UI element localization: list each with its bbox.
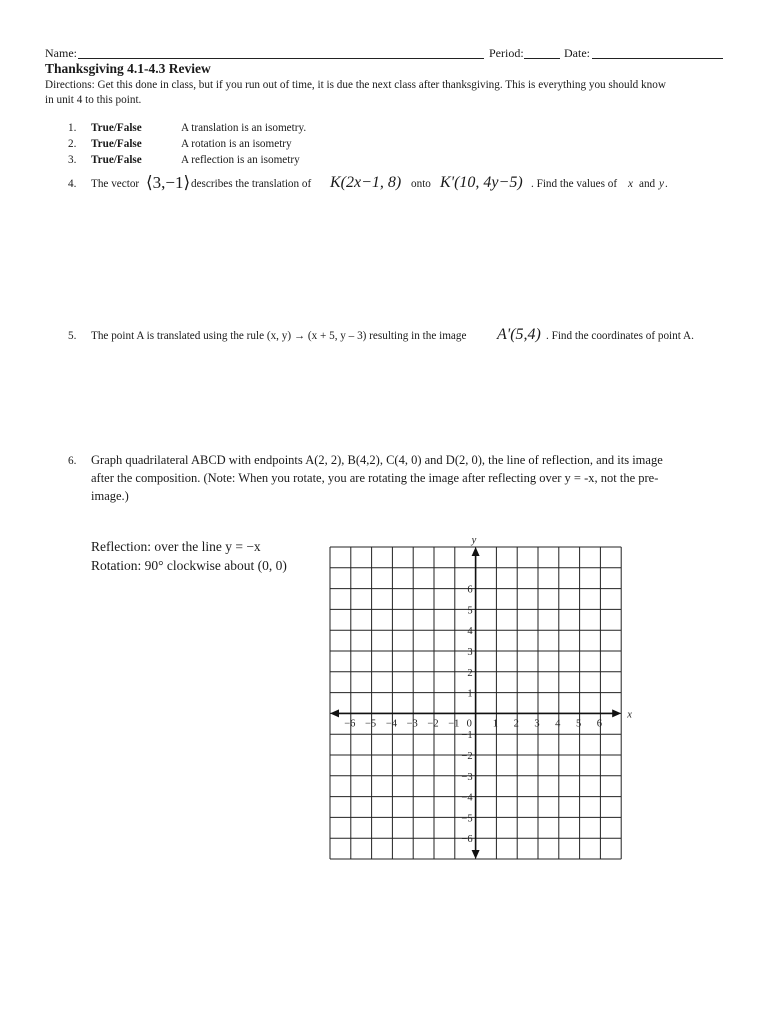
tf-statement: A translation is an isometry.: [181, 122, 307, 134]
q4-var-y: y: [659, 178, 664, 190]
q4-text-post: . Find the values of: [531, 178, 618, 190]
y-tick-label: −4: [461, 792, 473, 804]
q4-and: and: [639, 178, 656, 190]
date-blank[interactable]: [592, 58, 723, 59]
q5-image-point: A'(5,4): [497, 326, 541, 343]
y-tick-label: 4: [467, 626, 473, 638]
y-tick-label: −1: [461, 730, 473, 742]
tf-number: 3.: [68, 154, 77, 166]
q5-number: 5.: [68, 330, 77, 342]
coordinate-grid[interactable]: [320, 530, 640, 860]
tf-statement: A reflection is an isometry: [181, 154, 300, 166]
x-axis-label: x: [627, 709, 632, 721]
name-label: Name:: [45, 46, 77, 60]
y-tick-label: −2: [461, 751, 473, 762]
y-tick-label: 2: [467, 667, 473, 679]
tf-statement: A rotation is an isometry: [181, 138, 292, 150]
tf-choice[interactable]: True/False: [91, 154, 142, 166]
origin-label: 0: [466, 718, 472, 730]
x-tick-label: −3: [406, 718, 418, 730]
y-tick-label: −6: [461, 834, 473, 846]
q4-onto: onto: [411, 178, 431, 190]
tf-number: 2.: [68, 138, 77, 150]
y-tick-label: 3: [467, 647, 473, 658]
directions-line-2: in unit 4 to this point.: [45, 94, 142, 106]
page-title: Thanksgiving 4.1-4.3 Review: [45, 61, 211, 76]
q4-point-k: K(2x−1, 8): [330, 174, 402, 191]
x-tick-label: −2: [427, 718, 439, 730]
y-axis-label: y: [471, 535, 477, 546]
x-tick-label: −1: [448, 718, 460, 730]
x-tick-label: 2: [513, 718, 519, 730]
date-label: Date:: [564, 46, 590, 60]
y-tick-label: −3: [461, 771, 473, 783]
y-axis-arrow-up: [472, 547, 480, 556]
period-label: Period:: [489, 46, 524, 60]
tf-choice[interactable]: True/False: [91, 122, 142, 134]
tf-choice[interactable]: True/False: [91, 138, 142, 150]
q4-end: .: [665, 178, 668, 190]
x-tick-label: 4: [555, 718, 561, 730]
x-tick-label: 1: [492, 718, 499, 730]
q6-line-3: image.): [91, 489, 129, 503]
x-tick-label: 5: [575, 718, 582, 730]
x-axis-arrow-right: [612, 709, 621, 717]
y-axis-arrow-down: [472, 850, 480, 859]
period-blank[interactable]: [524, 58, 560, 59]
y-tick-label: 1: [467, 688, 473, 700]
q4-var-x: x: [628, 178, 633, 190]
x-tick-label: 3: [534, 718, 540, 730]
x-tick-label: −5: [365, 718, 377, 730]
rotation-label: Rotation: 90° clockwise about (0, 0): [91, 558, 287, 573]
tick-labels: [344, 535, 632, 845]
name-blank[interactable]: [78, 58, 484, 59]
q4-number: 4.: [68, 178, 77, 190]
tf-number: 1.: [68, 122, 77, 134]
axes: [330, 547, 621, 859]
q4-text-mid: describes the translation of: [191, 178, 312, 190]
x-tick-label: 6: [596, 718, 603, 730]
x-axis-arrow-left: [330, 709, 339, 717]
y-tick-label: 5: [467, 605, 473, 617]
q6-number: 6.: [68, 455, 77, 467]
y-tick-label: 6: [467, 584, 473, 596]
q5-text-pre: The point A is translated using the rule (x, y) → (x + 5, y – 3) resulting in the image: [91, 330, 467, 342]
q6-line-2: after the composition. (Note: When you rotate, you are rotating the image after reflecting over y = -x, not the pre-: [91, 471, 659, 485]
q4-text-pre: The vector: [91, 178, 140, 190]
x-tick-label: −6: [344, 718, 356, 730]
q4-point-k-prime: K'(10, 4y−5): [440, 174, 523, 191]
q6-line-1: Graph quadrilateral ABCD with endpoints A(2, 2), B(4,2), C(4, 0) and D(2, 0), the line of reflection, and its image: [91, 453, 663, 467]
y-tick-label: −5: [461, 813, 473, 825]
q5-text-post: . Find the coordinates of point A.: [546, 330, 694, 342]
directions-line-1: Directions: Get this done in class, but if you run out of time, it is due the next class after thanksgiving. This is everything you should know: [45, 79, 666, 91]
reflection-label: Reflection: over the line y = −x: [91, 539, 261, 554]
q4-vector: ⟨3,−1⟩: [146, 173, 191, 192]
x-tick-label: −4: [385, 718, 397, 730]
